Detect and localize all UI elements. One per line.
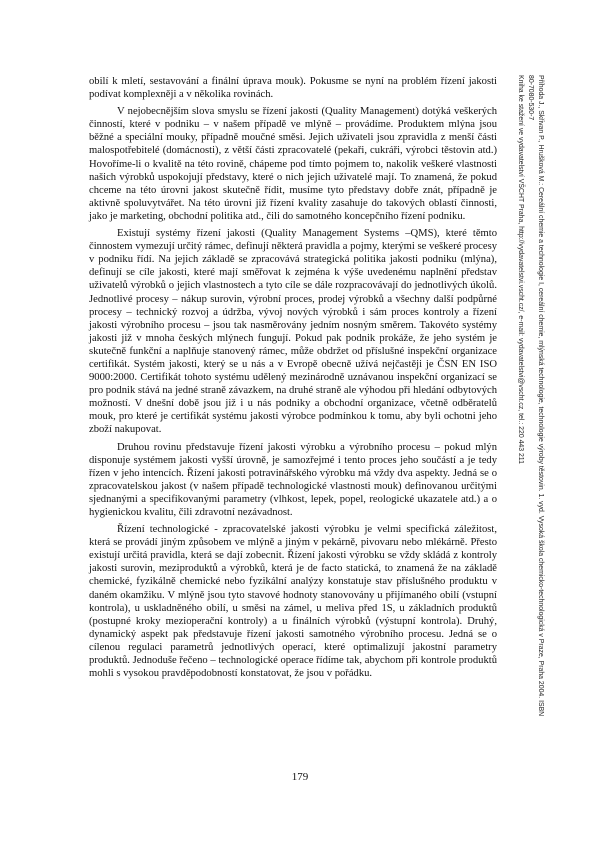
citation-line: Příhoda J., Skřivan P., Hrušková M.: Cereální chemie a technologie I, cereální chemie, mlýnská technologie, technologie výroby těstovin. 1. vyd. Vysoká škola chemicko-technologická v Praze, Praha 2004. ISBN [537,75,544,717]
paragraph-1: obilí k mletí, sestavování a finální úprava mouk). Pokusme se nyní na problém řízení jakosti podívat komplexněji a v několika rovinách. [89,76,497,101]
page-number: 179 [291,771,309,783]
body-text [89,75,497,684]
citation-sidebar [505,75,545,835]
paragraph-5: Řízení technologické - zpracovatelské jakosti výrobku je velmi specifická záležitost, která se provádí jiným způsobem ve mlýně a jiným v pekárně, pivovaru nebo mlékárně. Přesto existují určitá pravidla, která se dají zobecnit. Řízení jakosti výrobku se vždy skládá z kontroly jakosti surovin, meziproduktů a výrobků, která je de facto statická, to znamená že na základě chemické, fyzikálně chemické nebo fyzikální analýzy konstatuje stav příslušného produktu v daném okamžiku. V mlýně jsou tyto stavové hodnoty stanovovány u přijímaného obilí (vstupní kontrola), u uskladněného obilí, u směsi na zámel, u meliva před 1S, u základních produktů (postupné kroky mezioperační kontroly) a u finálních výrobků (výstupní kontrola). Druhý, dynamický aspekt pak představuje řízení jakosti samotného výrobního procesu. Jedná se o cílenou regulaci parametrů jednotlivých operací, které optimalizují jakostní parametry produktů. Jednoduše řečeno – technologické operace řídíme tak, abychom při kontrole produktů mohli s vysokou pravděpodobností konstatovat, že jsou v pořádku. [89,524,497,680]
paragraph-2: V nejobecnějším slova smyslu se řízení jakosti (Quality Management) dotýká veškerých činností, které v podniku – v našem případě ve mlýně – provádíme. Produktem mlýna jsou běžné a speciální mouky, případně moučné směsi. Jejich uživateli jsou zpravidla z menší části malospotřebitelé (domácnosti), z větší části zpracovatelé (pekaři, cukráři, výrobci těstovin atd.) Hovoříme-li o kvalitě na této rovině, chápeme pod tímto pojmem to, nakolik veškeré vlastnosti našich výrobků uspokojují představy, které o nich jejich uživatelé mají. To znamená, že pokud chceme na této úrovni jakost skutečně řídit, musíme tyto představy dobře znát, případně je aktivně spoluvytvářet. Na této úrovni již řízení kvality zasahuje do takových oblastí činnosti, jako je marketing, obchodní politika atd., čili do samotného koncepčního řízení podniku. [89,106,497,222]
isbn-line: 80-7080-530-7 [527,75,534,121]
paragraph-3: Existují systémy řízení jakosti (Quality Management Systems –QMS), které těmto činnostem vymezují určitý rámec, definují některá pravidla a pojmy, kterými se veškeré procesy v podniku řídí. Na jejich základě se zpracovává strategická politika jakosti podniku (mlýna), definují se cíle jakosti, které mají směřovat k zejména k výše uvedenému naplnění představ uživatelů výrobků o jejich vlastnostech a tyto cíle se dále rozpracovávají do jednotlivých úkolů. Jednotlivé procesy – nákup surovin, výrobní proces, prodej výrobků a všechny další podpůrné procesy – technický rozvoj a údržba, vývoj nových výrobků i sám proces kontroly a řízení jakosti výrobního procesu – jsou tak nasměrovány jedním nosným směrem. Takovéto systémy jakosti již v mnoha českých mlýnech fungují. Pokud pak podnik prokáže, že jeho systém je skutečně funkční a naplňuje stanovený rámec, může obdržet od příslušné inspekční organizace certifikát. Systém jakosti, který se u nás a v Evropě obecně užívá nejčastěji je ČSN EN ISO 9000:2000. Certifikát tohoto systému udělený mezinárodně uznávanou inspekční organizací se pro podnik stává na jedné straně závazkem, na druhé straně ale výhodou při hledání odbytových možností. V dnešní době jsou již i u nás podniky a obchodní organizace, včetně odběratelů mouk, pro které je certifikát systému jakosti výrobce podmínkou k tomu, aby byli ochotni jeho zboží nakupovat. [89,228,497,436]
paragraph-4: Druhou rovinu představuje řízení jakosti výrobku a výrobního procesu – pokud mlýn disponuje systémem jakosti vyšší úrovně, je samozřejmé i tento proces jeho součástí a je tedy řízen v jeho intencích. Řízení jakosti potravinářského výrobku má vždy dva aspekty. Jedná se o zpracovatelskou jakost (v našem případě technologické vlastnosti mouk) definovanou určitými sjednanými a specifikovanými parametry (vlhkost, lepek, popel, reologické ukazatele atd.) a o hygienickou kvalitu, čili zdravotní nezávadnost. [89,441,497,518]
download-info-line: Kniha ke stažení ve vydavatelství VŠCHT Praha, http://vydavatelstvi.vscht.cz/, e-mail: vydavatelstvi@vscht.cz, tel.: 220 443 211 [517,75,524,464]
